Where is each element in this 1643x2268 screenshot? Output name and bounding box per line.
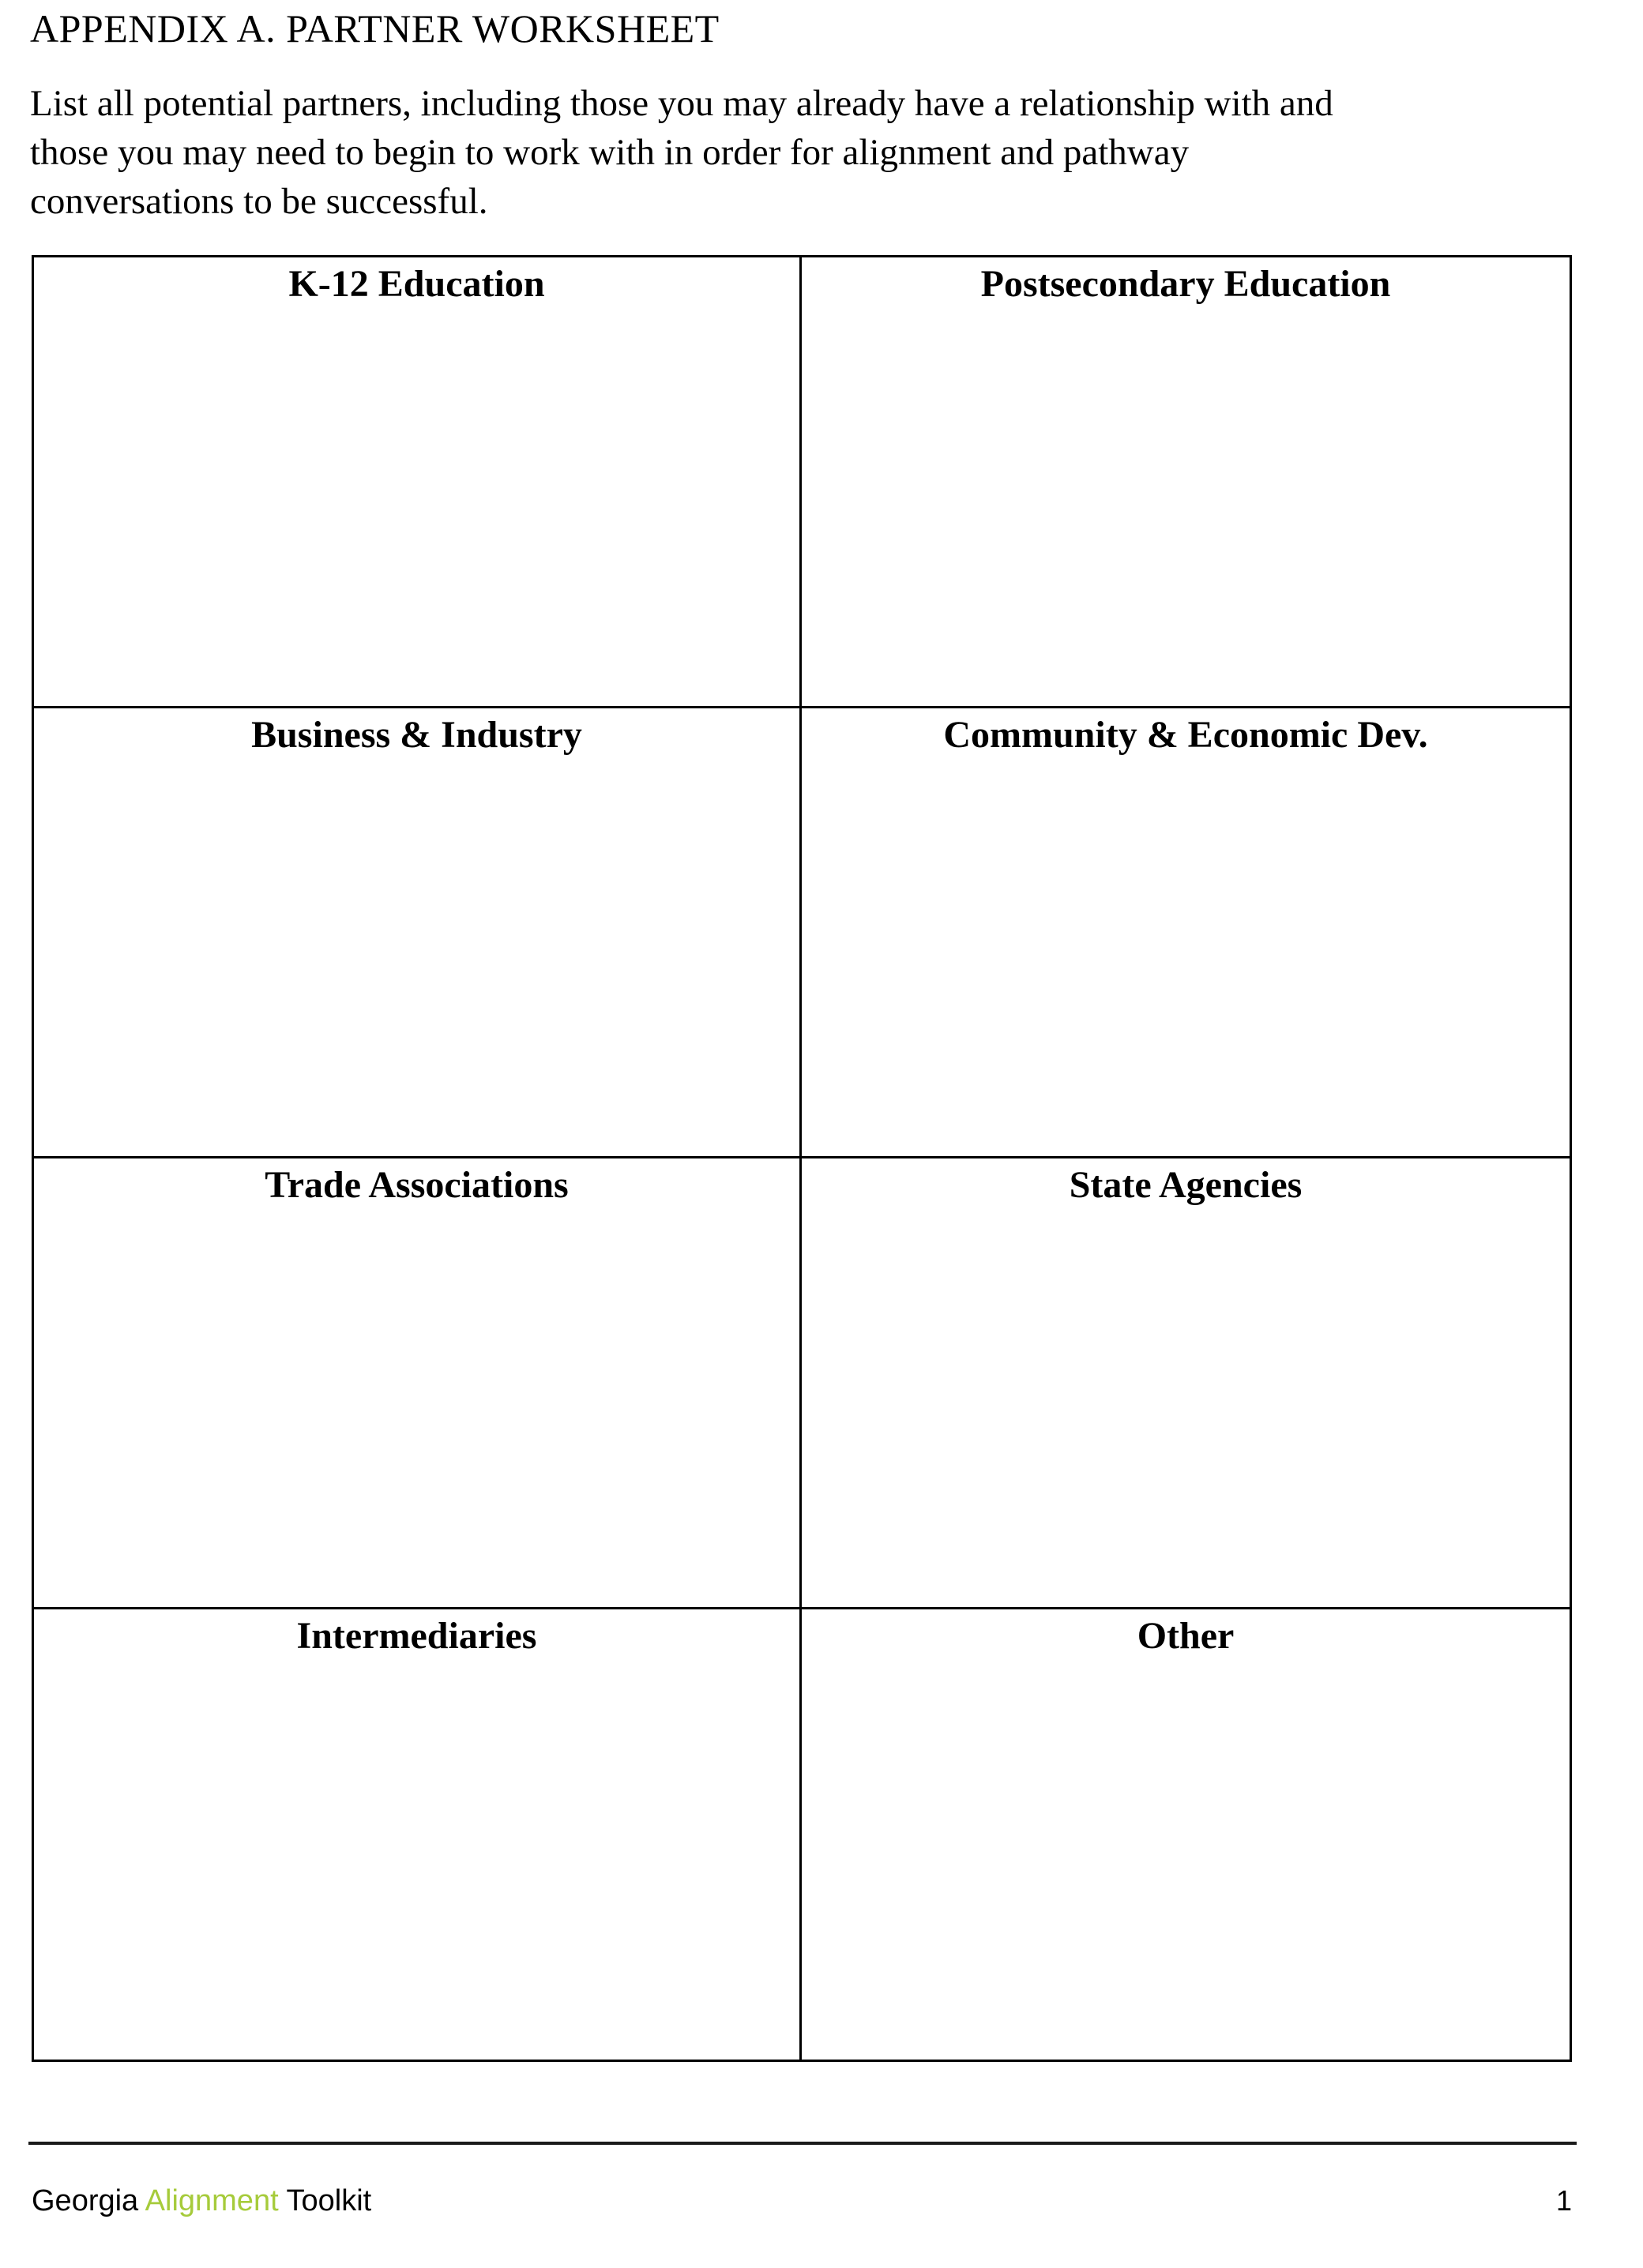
table-cell-postsecondary-education: [802, 257, 1570, 708]
table-cell-k12-education: [34, 257, 802, 708]
cell-header-community-economic-dev: Community & Economic Dev.: [943, 713, 1428, 756]
cell-header-other: Other: [1137, 1614, 1235, 1657]
table-cell-other: [802, 1609, 1570, 2060]
intro-paragraph: [30, 79, 1578, 226]
cell-header-business-industry: Business & Industry: [251, 713, 582, 756]
intro-line-2: those you may need to begin to work with in order for alignment and pathway: [30, 132, 1190, 173]
intro-line-3: conversations to be successful.: [30, 181, 488, 222]
table-cell-business-industry: [34, 708, 802, 1159]
table-cell-community-economic-dev: [802, 708, 1570, 1159]
footer-divider: [28, 2142, 1577, 2145]
footer-brand-suffix: Toolkit: [278, 2184, 372, 2217]
table-cell-intermediaries: [34, 1609, 802, 2060]
cell-header-trade-associations: Trade Associations: [265, 1164, 569, 1206]
page-title: APPENDIX A. PARTNER WORKSHEET: [30, 6, 720, 51]
footer-brand-prefix: Georgia: [32, 2184, 145, 2217]
cell-header-postsecondary-education: Postsecondary Education: [980, 263, 1391, 305]
page-footer: [32, 2183, 1572, 2219]
cell-header-state-agencies: State Agencies: [1069, 1164, 1303, 1206]
intro-line-1: List all potential partners, including those you may already have a relationship with and: [30, 83, 1333, 124]
table-cell-state-agencies: [802, 1158, 1570, 1609]
partner-worksheet-table: [32, 255, 1572, 2062]
cell-header-k12-education: K-12 Education: [288, 263, 545, 305]
footer-brand: [32, 2183, 371, 2219]
footer-brand-highlight: Alignment: [145, 2184, 279, 2217]
page-number: 1: [1555, 2184, 1572, 2217]
table-cell-trade-associations: [34, 1158, 802, 1609]
cell-header-intermediaries: Intermediaries: [296, 1614, 537, 1657]
